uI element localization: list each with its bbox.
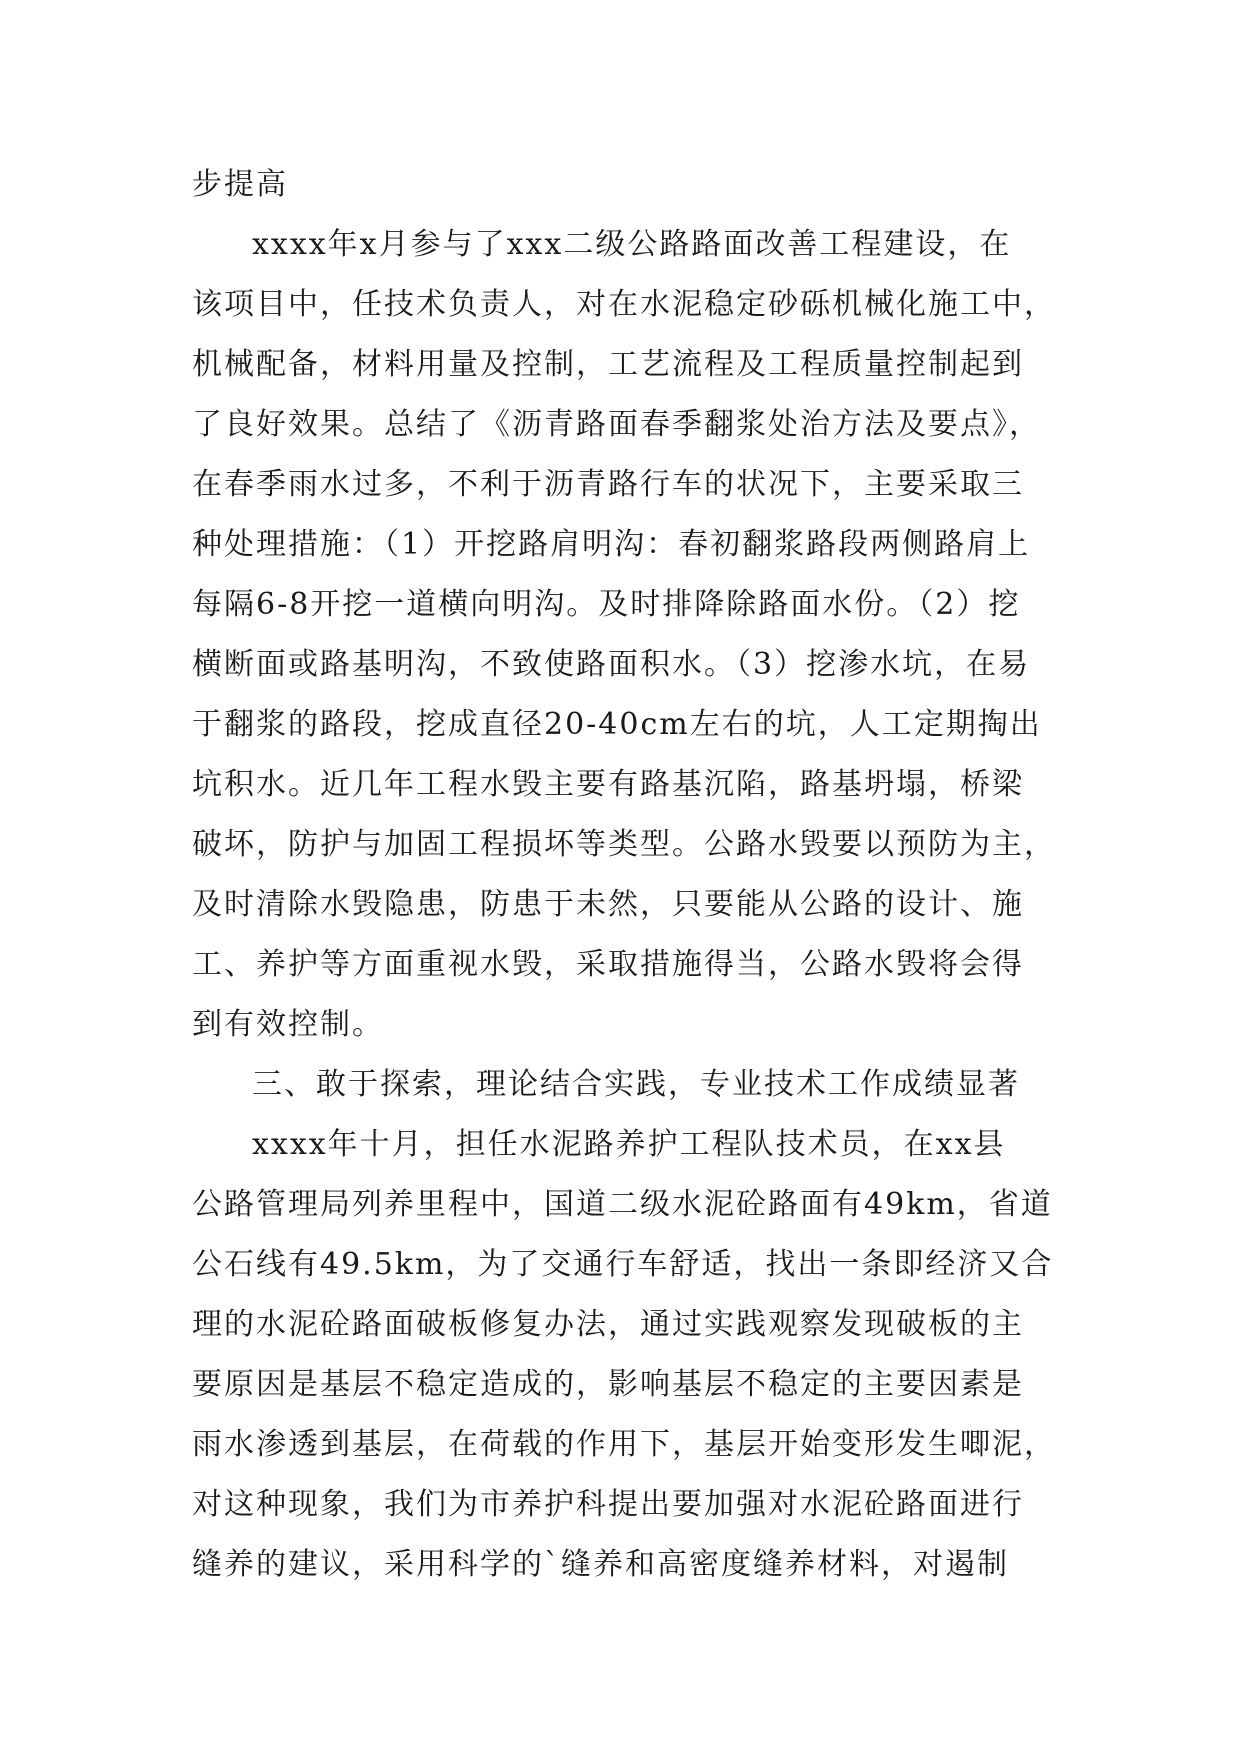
text-line: 雨水渗透到基层，在荷载的作用下，基层开始变形发生唧泥， [192, 1427, 1056, 1462]
text-line: 到有效控制。 [192, 1007, 384, 1042]
text-line: 于翻浆的路段，挖成直径20-40cm左右的坑，人工定期掏出 [192, 707, 1042, 742]
text-line: 在春季雨水过多，不利于沥青路行车的状况下，主要采取三 [192, 467, 1024, 502]
section-heading: 三、敢于探索，理论结合实践，专业技术工作成绩显著 [252, 1067, 1020, 1102]
text-line: 工、养护等方面重视水毁，采取措施得当，公路水毁将会得 [192, 947, 1024, 982]
text-line: 步提高 [192, 167, 288, 202]
text-line: 及时清除水毁隐患，防患于未然，只要能从公路的设计、施 [192, 887, 1024, 922]
text-line: 公石线有49.5km，为了交通行车舒适，找出一条即经济又合 [192, 1247, 1054, 1282]
text-line: 公路管理局列养里程中，国道二级水泥砼路面有49km，省道 [192, 1187, 1053, 1222]
text-line: 横断面或路基明沟，不致使路面积水。（3）挖渗水坑，在易 [192, 647, 1031, 682]
text-line: 破坏，防护与加固工程损坏等类型。公路水毁要以预防为主， [192, 827, 1056, 862]
text-line: 该项目中，任技术负责人，对在水泥稳定砂砾机械化施工中， [192, 287, 1056, 322]
text-line: 要原因是基层不稳定造成的，影响基层不稳定的主要因素是 [192, 1367, 1024, 1402]
text-line: 缝养的建议，采用科学的`缝养和高密度缝养材料，对遏制 [192, 1547, 1009, 1582]
text-line: 种处理措施：（1）开挖路肩明沟：春初翻浆路段两侧路肩上 [192, 527, 1031, 562]
text-line: 理的水泥砼路面破板修复办法，通过实践观察发现破板的主 [192, 1307, 1024, 1342]
text-line: 机械配备，材料用量及控制，工艺流程及工程质量控制起到 [192, 347, 1024, 382]
text-line: 对这种现象，我们为市养护科提出要加强对水泥砼路面进行 [192, 1487, 1024, 1522]
text-line: 坑积水。近几年工程水毁主要有路基沉陷，路基坍塌，桥梁 [192, 767, 1024, 802]
text-line: 了良好效果。总结了《沥青路面春季翻浆处治方法及要点》， [192, 407, 1041, 442]
document-body [192, 155, 1056, 1595]
text-line: 每隔6-8开挖一道横向明沟。及时排降除路面水份。（2）挖 [192, 587, 1021, 622]
text-line: xxxx年十月，担任水泥路养护工程队技术员，在xx县 [252, 1127, 1006, 1162]
text-line: xxxx年x月参与了xxx二级公路路面改善工程建设，在 [252, 227, 1012, 262]
